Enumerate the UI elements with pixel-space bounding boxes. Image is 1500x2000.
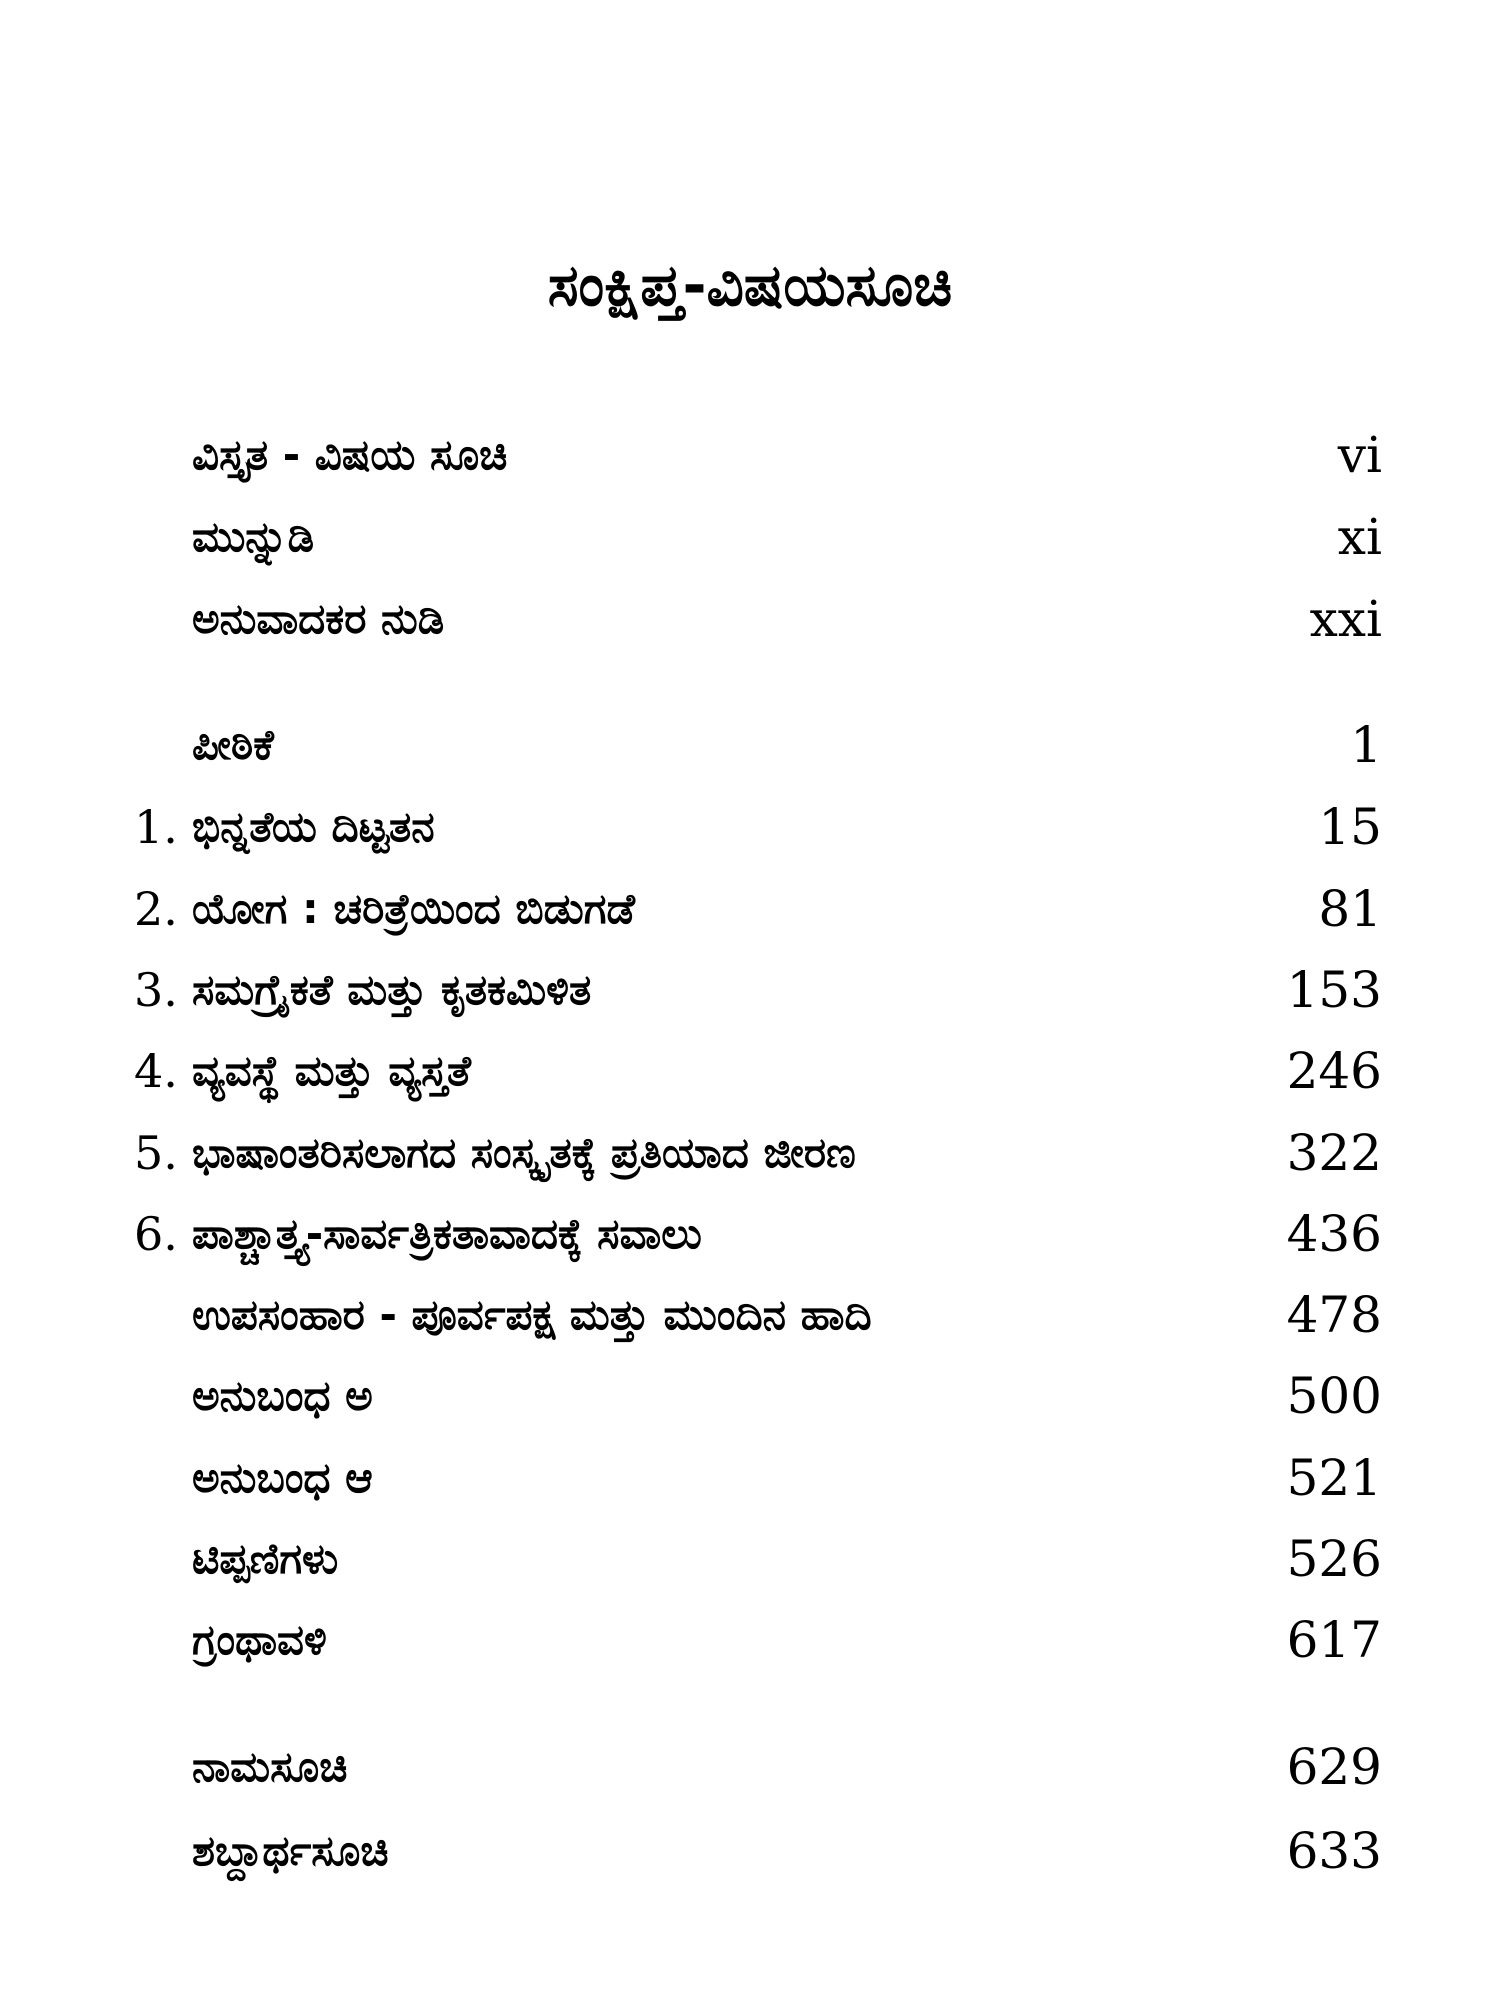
toc-entry	[0, 502, 1500, 572]
entry-title: ವ್ಯವಸ್ಥೆ ಮತ್ತು ವ್ಯಸ್ತತೆ	[192, 1046, 471, 1095]
page-title: ಸಂಕ್ಷಿಪ್ತ-ವಿಷಯಸೂಚಿ	[547, 251, 953, 319]
toc-entry	[0, 1605, 1500, 1675]
entry-number: 1.	[134, 800, 178, 854]
entry-number: 6.	[134, 1207, 178, 1261]
toc-entry	[0, 710, 1500, 780]
entry-title: ಗ್ರಂಥಾವಳಿ	[192, 1615, 327, 1664]
entry-number: 4.	[134, 1044, 178, 1098]
entry-page-number: 322	[1286, 1124, 1382, 1182]
entry-page-number: 246	[1286, 1042, 1382, 1100]
entry-title: ನಾಮಸೂಚಿ	[192, 1742, 348, 1791]
entry-page-number: 15	[1318, 798, 1382, 856]
entry-page-number: 478	[1286, 1286, 1382, 1344]
entry-title: ಅನುಬಂಧ ಆ	[192, 1453, 373, 1502]
entry-number: 3.	[134, 963, 178, 1017]
entry-title: ವಿಸ್ತೃತ - ವಿಷಯ ಸೂಚಿ	[192, 430, 508, 479]
entry-title: ಸಮಗ್ರೈಕತೆ ಮತ್ತು ಕೃತಕಮಿಳಿತ	[192, 965, 592, 1014]
entry-title: ಯೋಗ : ಚರಿತ್ರೆಯಿಂದ ಬಿಡುಗಡೆ	[192, 884, 635, 933]
entry-page-number: 629	[1286, 1738, 1382, 1796]
entry-page-number: 153	[1286, 961, 1382, 1019]
entry-page-number: 526	[1286, 1530, 1382, 1588]
entry-page-number: vi	[1337, 426, 1382, 484]
entry-title: ಭಿನ್ನತೆಯ ದಿಟ್ಟತನ	[192, 802, 435, 851]
entry-page-number: 617	[1286, 1611, 1382, 1669]
entry-title: ಟಿಪ್ಪಣಿಗಳು	[192, 1534, 339, 1583]
toc-entry	[0, 1118, 1500, 1188]
entry-title: ಅನುವಾದಕರ ನುಡಿ	[192, 594, 445, 643]
toc-entry	[0, 1280, 1500, 1350]
toc-entry	[0, 874, 1500, 944]
entry-title: ಮುನ್ನುಡಿ	[192, 512, 315, 561]
toc-entry	[0, 420, 1500, 490]
toc-entry	[0, 1524, 1500, 1594]
toc-entry	[0, 1036, 1500, 1106]
entry-page-number: 500	[1286, 1367, 1382, 1425]
entry-number: 5.	[134, 1126, 178, 1180]
entry-page-number: 1	[1350, 716, 1382, 774]
entry-page-number: 633	[1286, 1822, 1382, 1880]
toc-entry	[0, 955, 1500, 1025]
toc-entry	[0, 792, 1500, 862]
entry-number: 2.	[134, 882, 178, 936]
toc-entry	[0, 1443, 1500, 1513]
toc-entry	[0, 584, 1500, 654]
entry-title: ಶಬ್ದಾರ್ಥಸೂಚಿ	[192, 1826, 389, 1875]
toc-entry	[0, 1361, 1500, 1431]
entry-title: ಭಾಷಾಂತರಿಸಲಾಗದ ಸಂಸ್ಕೃತಕ್ಕೆ ಪ್ರತಿಯಾದ ಜೀರಣ	[192, 1128, 856, 1177]
toc-entry	[0, 1199, 1500, 1269]
entry-page-number: 81	[1318, 880, 1382, 938]
entry-page-number: xxi	[1309, 590, 1382, 648]
entry-title: ಉಪಸಂಹಾರ - ಪೂರ್ವಪಕ್ಷ ಮತ್ತು ಮುಂದಿನ ಹಾದಿ	[192, 1290, 872, 1339]
entry-page-number: xi	[1337, 508, 1382, 566]
entry-title: ಪಾಶ್ಚಾತ್ತ್ಯ-ಸಾರ್ವತ್ರಿಕತಾವಾದಕ್ಕೆ ಸವಾಲು	[192, 1209, 702, 1258]
entry-page-number: 436	[1286, 1205, 1382, 1263]
entry-page-number: 521	[1286, 1449, 1382, 1507]
toc-entry	[0, 1816, 1500, 1886]
toc-entry	[0, 1732, 1500, 1802]
entry-title: ಅನುಬಂಧ ಅ	[192, 1371, 373, 1420]
entry-title: ಪೀಠಿಕೆ	[192, 720, 274, 769]
